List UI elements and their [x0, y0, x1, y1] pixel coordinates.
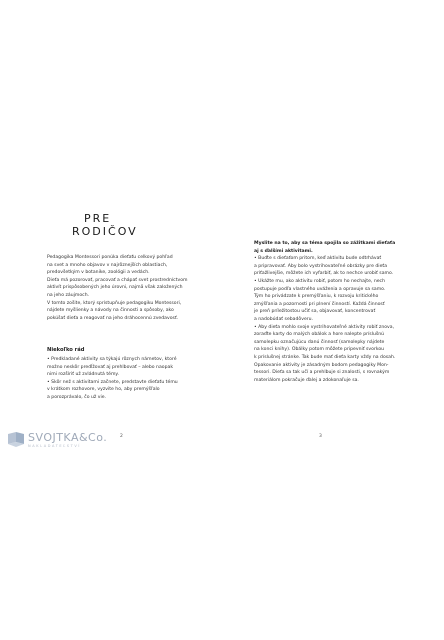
body-line: k príslušnej stránke. Tak bude mať dieťa karty vždy na dosah.: [254, 354, 396, 360]
intro-line: na jeho záujmoch.: [47, 292, 90, 298]
publisher-tagline: NAKLADATEĽSTVÍ: [28, 444, 81, 448]
body-line: je preň príležitostou učiť sa, objavovať, koncentrovať: [254, 309, 376, 315]
body-line: • Buďte s dieťaťom pritom, keď aktivitu bude odtrhávať: [254, 256, 382, 262]
tips-list: [47, 356, 197, 402]
body-line: • Aby dieťa mohlo svoje vystrihovateľné aktivity robiť znova,: [254, 324, 395, 330]
body-line: zmýšľania a pozornosti pri plnení činností. Každá činnosť: [254, 301, 385, 307]
body-line: postupuje podľa vlastného uváženia a opravuje sa samo.: [254, 286, 386, 292]
intro-line: nájdete myšlienky a návody na činnosti a spôsoby, ako: [47, 308, 174, 314]
body-line: tessori. Dieťa sa tak učí a prehlbuje si znalosti, s rovnakým: [254, 370, 390, 376]
body-line: Tým ho privádzate k premýšľaniu, k rozvoju kritického: [254, 294, 379, 300]
page-number-left: 2: [120, 434, 123, 439]
publisher-logo-icon: [6, 430, 26, 450]
intro-line: Pedagogika Montessori ponúka dieťaťu celkový pohľad: [47, 255, 173, 260]
body-line: a pripravovať. Aby bolo vystrihovateľné obrázky pre dieťa: [254, 263, 388, 269]
body-line: príťažlivejšie, môžete ich vyfarbiť, ak to nechce urobiť samo.: [254, 271, 394, 277]
intro-text: [47, 254, 197, 322]
right-page-text: [254, 240, 406, 384]
body-line: • Ukážte mu, ako aktivitu robiť, potom ho nechajte, nech: [254, 278, 385, 284]
body-line: zoraďte karty do malých obálok a hore nalepte príslušnú: [254, 332, 385, 338]
publisher-name: SVOJTKA&Co.: [28, 431, 108, 444]
intro-line: na svet a mnoho objavov v najrôznejších oblastiach,: [47, 262, 168, 268]
lead-line: aj s ďalšími aktivitami.: [254, 248, 313, 254]
intro-line: pokúšať dieťa a reagovať na jeho dráhocennú zvedavosť.: [47, 315, 179, 321]
body-line: materiálom pokračuje ďalej a zdokonaľuje sa.: [254, 377, 359, 383]
page-number-right: 3: [319, 434, 322, 439]
tip-line: možno neskôr predĺžovať aj prehlbovať – alebo naopak: [47, 364, 173, 370]
intro-line: aktivít prispôsobených jeho úrovni, najmä však založených: [47, 285, 183, 291]
body-line: samolepku označujúcu danú činnosť (samolepky nájdete: [254, 339, 385, 345]
body-line: Opakovanie aktivity je zásadným bodom pedagogiky Mon-: [254, 362, 389, 368]
tip-line: v krátkom rozhovore, vyzvite ho, aby premýšľalo: [47, 387, 160, 393]
heading-line-2: RODIČOV: [72, 225, 138, 238]
intro-line: predovšetkým v botanike, zoológii a vedách.: [47, 270, 150, 276]
tip-line: nimi rozšíriť už zvládnutá témy.: [47, 372, 119, 378]
intro-line: Dieťa má pozorovať, pracovať a chápať svet prostredníctvom: [47, 277, 188, 283]
tip-line: a porozprávalo, čo už vie.: [47, 394, 107, 400]
lead-line: Myslite na to, aby sa téma spojila so zážitkami dieťaťa: [254, 241, 396, 246]
body-line: na konci knihy). Obálky potom môžete pripevniť svorkou: [254, 347, 385, 353]
section-heading: [72, 212, 138, 238]
intro-line: V tomto zošite, ktorý sprístupňuje pedagogiku Montessori,: [47, 300, 182, 306]
tips-subheading: Niekoľko rád: [47, 347, 85, 353]
publisher-watermark: [4, 430, 124, 452]
heading-line-1: PRE: [84, 212, 112, 225]
tip-line: • Predkladané aktivity sa týkajú rôznych námetov, ktoré: [47, 357, 177, 362]
tip-line: • Skôr než s aktivitami začnete, predstavte dieťaťu tému: [47, 379, 178, 385]
body-line: a nadobúdať sebadôveru.: [254, 316, 314, 322]
